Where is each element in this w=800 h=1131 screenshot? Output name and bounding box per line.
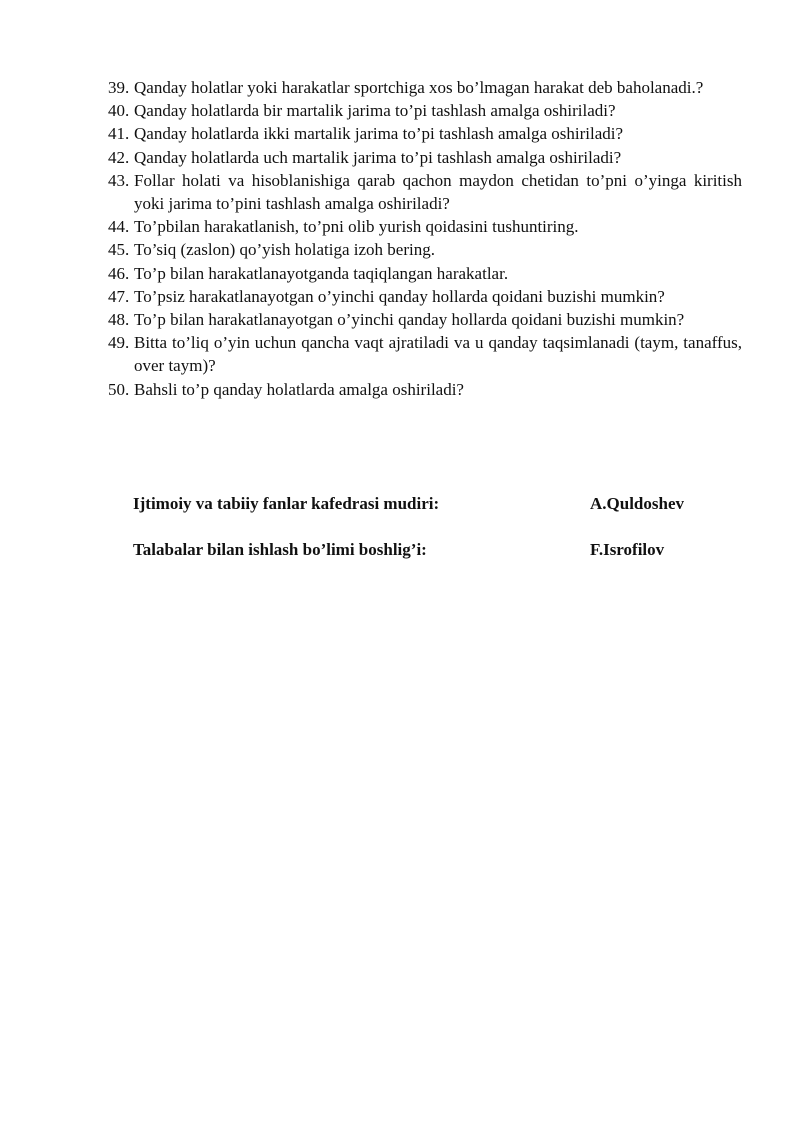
- question-item: [108, 331, 742, 377]
- question-item: [108, 308, 742, 331]
- signature-block: [133, 492, 713, 561]
- question-item: [108, 99, 742, 122]
- question-item: [108, 262, 742, 285]
- question-text: To’p bilan harakatlanayotgan o’yinchi qanday hollarda qoidani buzishi mumkin?: [134, 310, 685, 330]
- question-number: 48.: [108, 310, 130, 330]
- signature-title: Talabalar bilan ishlash bo’limi boshlig’i:: [133, 540, 427, 559]
- signature-name: F.Isrofilov: [590, 540, 665, 559]
- question-text: Bahsli to’p qanday holatlarda amalga oshiriladi?: [134, 379, 464, 399]
- signature-row-department-head: [133, 492, 713, 515]
- question-number: 50.: [108, 379, 130, 399]
- question-text: To’p bilan harakatlanayotganda taqiqlangan harakatlar.: [134, 263, 509, 283]
- signature-row-student-affairs-head: [133, 538, 713, 561]
- question-number: 40.: [108, 101, 130, 121]
- question-text: To’pbilan harakatlanish, to’pni olib yurish qoidasini tushuntiring.: [134, 217, 579, 237]
- signature-title: Ijtimoiy va tabiiy fanlar kafedrasi mudiri:: [133, 494, 440, 513]
- question-number: 44.: [108, 217, 130, 237]
- question-item: [108, 76, 742, 99]
- question-text: Qanday holatlarda ikki martalik jarima to’pi tashlash amalga oshiriladi?: [134, 124, 624, 144]
- question-text: Follar holati va hisoblanishiga qarab qachon maydon chetidan to’pni o’yinga kiritish yoki jarima to’pini tashlash amalga oshiriladi?: [134, 170, 742, 214]
- question-item: [108, 238, 742, 261]
- question-number: 43.: [108, 170, 130, 190]
- question-text: To’siq (zaslon) qo’yish holatiga izoh bering.: [134, 240, 435, 260]
- question-text: Bitta to’liq o’yin uchun qancha vaqt ajratiladi va u qanday taqsimlanadi (taym, tanaffus, over taym)?: [134, 333, 742, 376]
- question-list: [108, 76, 742, 401]
- question-text: To’psiz harakatlanayotgan o’yinchi qanday hollarda qoidani buzishi mumkin?: [134, 286, 665, 306]
- question-number: 42.: [108, 147, 130, 167]
- question-number: 47.: [108, 286, 130, 306]
- question-item: [108, 378, 742, 401]
- question-text: Qanday holatlarda bir martalik jarima to’pi tashlash amalga oshiriladi?: [134, 101, 616, 121]
- question-item: [108, 146, 742, 169]
- question-item: [108, 285, 742, 308]
- question-item: [108, 169, 742, 215]
- question-text: Qanday holatlar yoki harakatlar sportchiga xos bo’lmagan harakat deb baholanadi.?: [134, 78, 704, 97]
- question-number: 39.: [108, 78, 130, 97]
- question-number: 46.: [108, 263, 130, 283]
- signature-name: A.Quldoshev: [590, 494, 684, 513]
- question-number: 49.: [108, 333, 130, 353]
- question-number: 41.: [108, 124, 130, 144]
- question-text: Qanday holatlarda uch martalik jarima to’pi tashlash amalga oshiriladi?: [134, 147, 622, 167]
- question-item: [108, 215, 742, 238]
- question-number: 45.: [108, 240, 130, 260]
- question-item: [108, 122, 742, 145]
